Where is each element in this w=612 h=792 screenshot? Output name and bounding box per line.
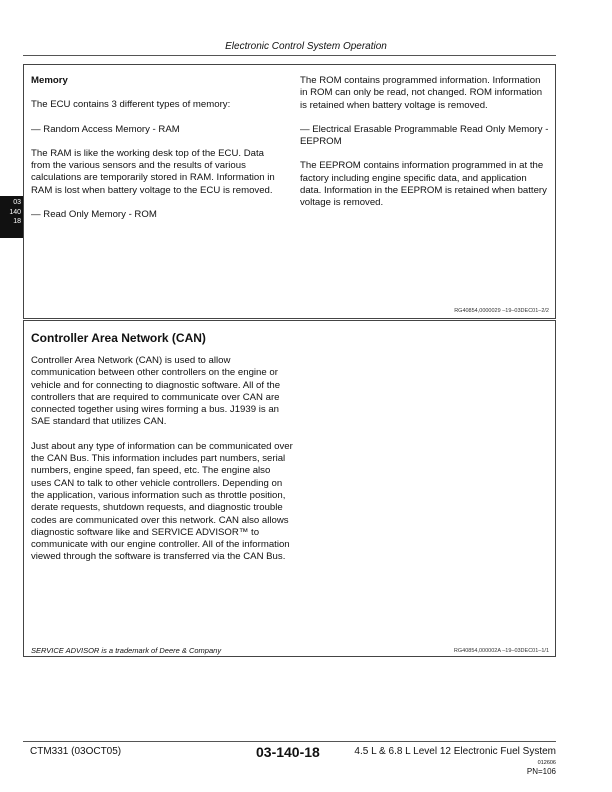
memory-paragraph: — Electrical Erasable Programmable Read Only Memory - EEPROM bbox=[300, 123, 549, 148]
memory-paragraph: The ROM contains programmed information. Information in ROM can only be read, not changed. ROM information is retained when battery voltage is removed. bbox=[300, 75, 543, 111]
pn-number: PN=106 bbox=[526, 767, 556, 776]
side-tab-line: 18 bbox=[13, 218, 21, 225]
side-tab-line: 03 bbox=[13, 199, 21, 206]
memory-left-column bbox=[31, 75, 281, 233]
can-section bbox=[23, 320, 556, 657]
manual-title: 4.5 L & 6.8 L Level 12 Electronic Fuel System bbox=[354, 746, 556, 757]
header-rule bbox=[23, 55, 556, 56]
memory-reference: RG40854,0000029 –19–03DEC01–2/2 bbox=[454, 308, 549, 314]
date-code: 012606 bbox=[537, 760, 556, 766]
page-code: 03-140-18 bbox=[256, 744, 320, 760]
memory-paragraph: The RAM is like the working desk top of the ECU. Data from the various sensors and the results of various calculations are temporarily stored in RAM. Information in RAM is lost when battery voltage to the ECU is removed. bbox=[31, 147, 275, 196]
can-body bbox=[31, 355, 293, 576]
header-title: Electronic Control System Operation bbox=[225, 41, 387, 52]
memory-right-column bbox=[300, 75, 550, 222]
can-paragraph: Just about any type of information can be communicated over the CAN Bus. This information includes part numbers, serial numbers, engine speed, fan speed, etc. The engine also uses CAN to talk to other vehicle controllers. Depending on the application, various information such as throttle position, derate requests, shutdown requests, and diagnostic trouble codes are communicated over this network. CAN also allows diagnostic software like and SERVICE ADVISOR™ to communicate with our engine controller. All of the information viewed through the software is transferred via the CAN Bus. bbox=[31, 440, 293, 563]
can-heading: Controller Area Network (CAN) bbox=[31, 331, 206, 345]
memory-heading: Memory bbox=[31, 75, 68, 86]
memory-section bbox=[23, 64, 556, 319]
can-paragraph: Controller Area Network (CAN) is used to allow communication between other controllers on the engine or vehicle and for connecting to diagnostic software. All of the controllers that are required to communicate over CAN are connected together using wires forming a bus. J1939 is an SAE standard that utilizes CAN. bbox=[31, 355, 281, 428]
memory-paragraph: — Random Access Memory - RAM bbox=[31, 123, 180, 135]
side-tab bbox=[0, 196, 23, 238]
memory-paragraph: The EEPROM contains information programmed in at the factory including engine specific data, and application data. Information in the EEPROM is retained when battery voltage is removed. bbox=[300, 160, 547, 209]
memory-paragraph: — Read Only Memory - ROM bbox=[31, 209, 157, 221]
side-tab-line: 140 bbox=[9, 208, 21, 216]
can-reference: RG40854,000002A –19–03DEC01–1/1 bbox=[453, 648, 549, 654]
trademark-note: SERVICE ADVISOR is a trademark of Deere & Company bbox=[31, 646, 222, 655]
memory-paragraph: The ECU contains 3 different types of memory: bbox=[31, 99, 231, 111]
manual-id: CTM331 (03OCT05) bbox=[30, 746, 122, 757]
footer-rule bbox=[23, 741, 556, 742]
